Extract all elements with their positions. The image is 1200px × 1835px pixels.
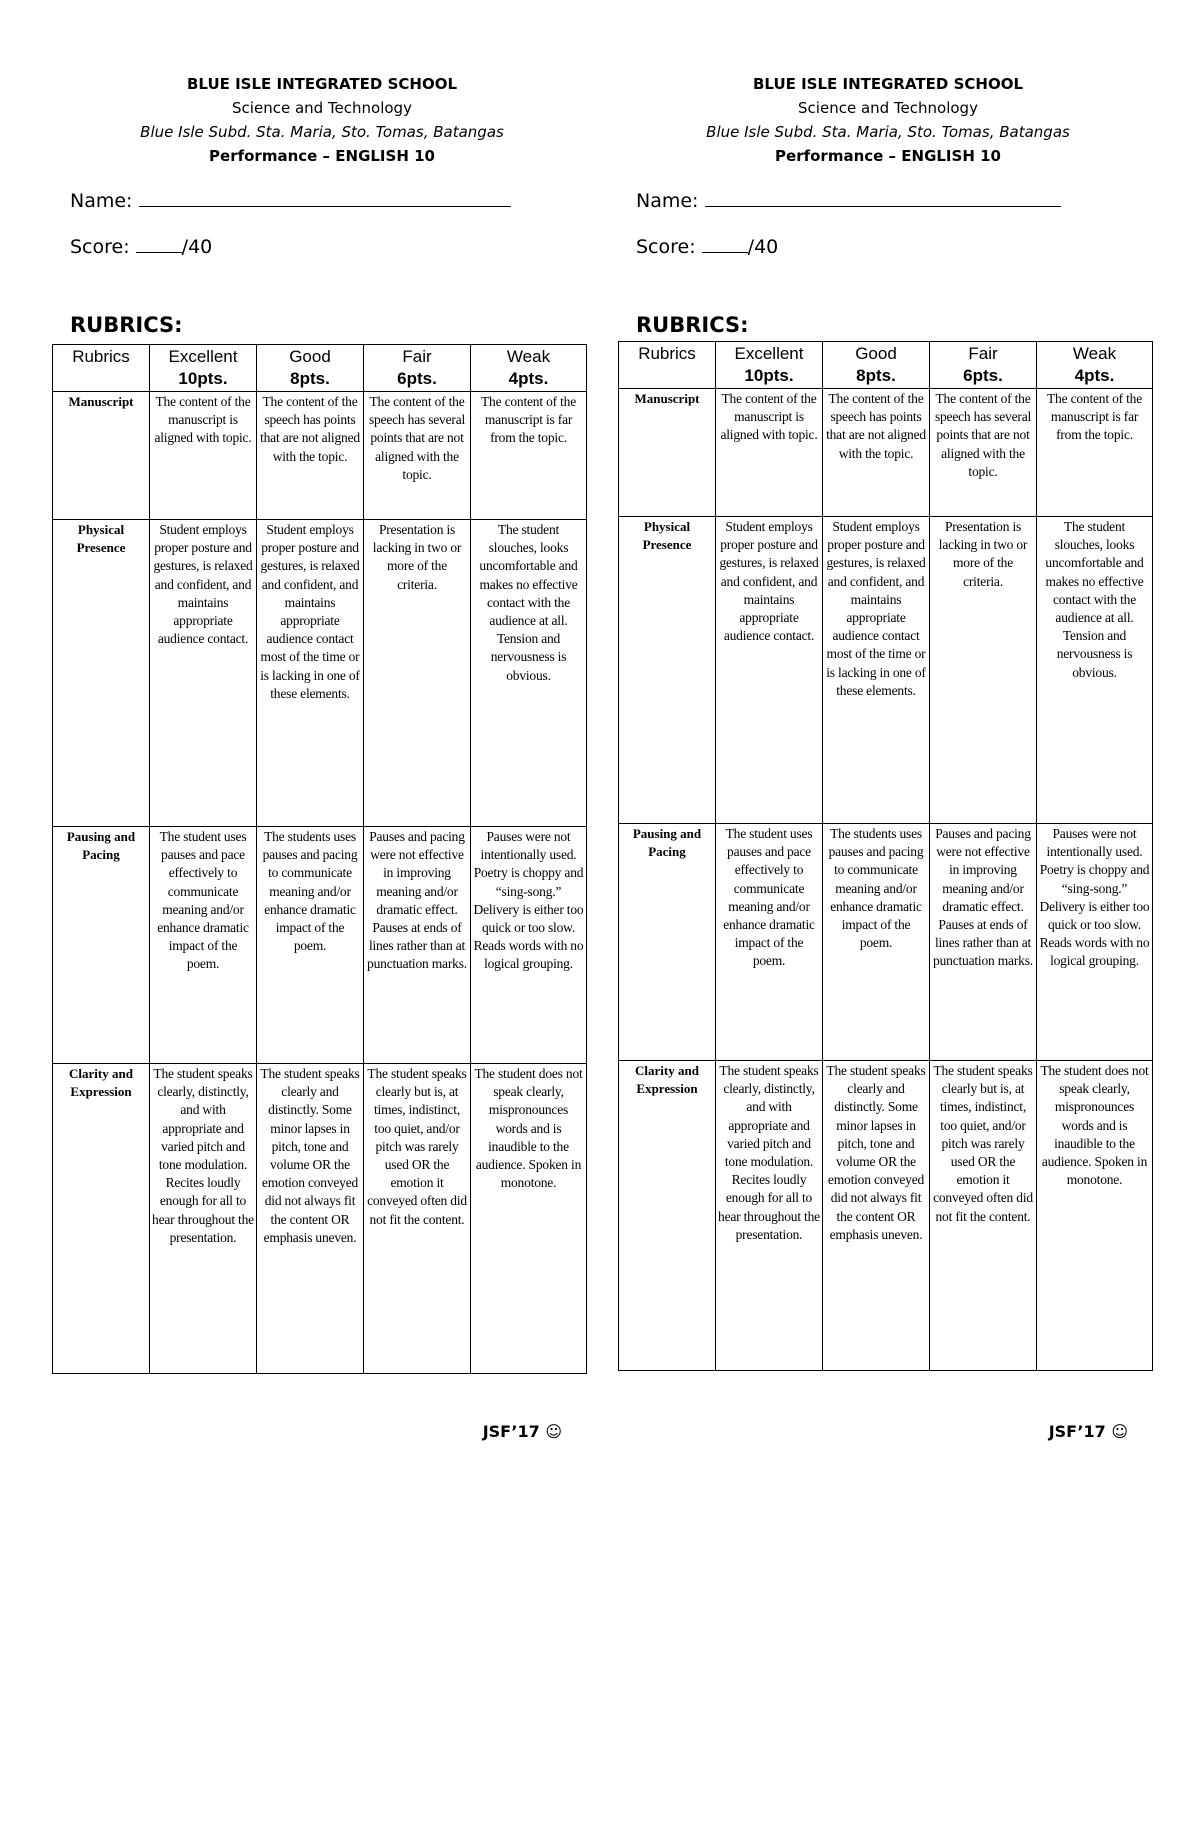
description-cell: The content of the manuscript is far from the topic. [1037,389,1153,517]
level-points: 4pts. [1074,366,1115,385]
rubric-table [618,341,1153,1371]
footer-initials: JSF’17 [1048,1422,1106,1441]
level-points: 8pts. [290,369,330,388]
table-row [53,392,587,520]
description-cell: The content of the speech has several points that are not aligned with the topic. [364,392,471,520]
corner-header [619,342,716,389]
table-row [619,389,1153,517]
name-field [636,190,1061,212]
level-points: 6pts. [963,366,1003,385]
level-label: Good [855,344,897,363]
rubrics-title: RUBRICS: [636,313,749,337]
level-header [150,345,257,392]
footer-initials: JSF’17 [482,1422,540,1441]
school-name: BLUE ISLE INTEGRATED SCHOOL [186,75,457,93]
description-cell: The student speaks clearly, distinctly, and with appropriate and varied pitch and tone modulation. Recites loudly enough for all to hear throughout the presentation. [150,1064,257,1374]
description-cell: The content of the speech has points that are not aligned with the topic. [823,389,930,517]
criterion-cell: Clarity and Expression [619,1061,716,1371]
description-cell: The content of the manuscript is aligned with topic. [150,392,257,520]
score-label: Score: [70,236,130,258]
description-cell: The content of the speech has points that are not aligned with the topic. [257,392,364,520]
level-header [716,342,823,389]
description-cell: The student speaks clearly but is, at times, indistinct, too quiet, and/or pitch was rarely used OR the emotion it conveyed often did not fit the content. [364,1064,471,1374]
level-points: 10pts. [178,369,228,388]
description-cell: Pauses were not intentionally used. Poetry is choppy and “sing-song.” Delivery is either too quick or too slow. Reads words with no logical grouping. [1037,824,1153,1061]
description-cell: Presentation is lacking in two or more of the criteria. [930,517,1037,824]
level-points: 4pts. [508,369,549,388]
description-cell: Student employs proper posture and gestures, is relaxed and confident, and maintains appropriate audience contact. [150,520,257,827]
name-label: Name: [70,190,133,212]
description-cell: Student employs proper posture and gestures, is relaxed and confident, and maintains appropriate audience contact. [716,517,823,824]
level-label: Excellent [168,347,238,366]
description-cell: The student uses pauses and pace effectively to communicate meaning and/or enhance dramatic impact of the poem. [150,827,257,1064]
level-header [364,345,471,392]
description-cell: Presentation is lacking in two or more of the criteria. [364,520,471,827]
footer-signature [618,1422,1128,1441]
description-cell: The students uses pauses and pacing to communicate meaning and/or enhance dramatic impact of the poem. [257,827,364,1064]
description-cell: The student does not speak clearly, mispronounces words and is inaudible to the audience. Spoken in monotone. [471,1064,587,1374]
footer-signature [52,1422,562,1441]
rubric-table [52,344,587,1374]
description-cell: The student uses pauses and pace effectively to communicate meaning and/or enhance dramatic impact of the poem. [716,824,823,1061]
rubrics-title: RUBRICS: [70,313,183,337]
level-label: Excellent [734,344,804,363]
criterion-cell: Physical Presence [619,517,716,824]
level-header [471,345,587,392]
table-row [619,517,1153,824]
name-label: Name: [636,190,699,212]
description-cell: Pauses and pacing were not effective in improving meaning and/or dramatic effect. Pauses at ends of lines rather than at punctuation marks. [364,827,471,1064]
score-field [70,236,212,258]
score-total: /40 [181,236,213,258]
name-field [70,190,511,212]
table-row [53,1064,587,1374]
description-cell: The content of the manuscript is far from the topic. [471,392,587,520]
level-label: Weak [506,347,551,366]
level-points: 6pts. [397,369,437,388]
score-total: /40 [747,236,779,258]
table-row [53,520,587,827]
level-header [930,342,1037,389]
level-label: Fair [968,344,998,363]
description-cell: Pauses and pacing were not effective in improving meaning and/or dramatic effect. Pauses at ends of lines rather than at punctuation marks. [930,824,1037,1061]
level-points: 8pts. [856,366,896,385]
criterion-cell: Manuscript [619,389,716,517]
corner-label: Rubrics [638,344,696,363]
level-header [823,342,930,389]
department: Science and Technology [798,99,978,117]
level-label: Good [289,347,331,366]
description-cell: Pauses were not intentionally used. Poetry is choppy and “sing-song.” Delivery is either too quick or too slow. Reads words with no logical grouping. [471,827,587,1064]
criterion-cell: Pausing and Pacing [619,824,716,1061]
level-header [1037,342,1153,389]
score-label: Score: [636,236,696,258]
level-points: 10pts. [744,366,794,385]
corner-header [53,345,150,392]
performance-title: Performance – ENGLISH 10 [209,147,435,165]
criterion-cell: Physical Presence [53,520,150,827]
description-cell: The student slouches, looks uncomfortable and makes no effective contact with the audience at all. Tension and nervousness is obvious. [1037,517,1153,824]
name-blank [139,192,511,207]
description-cell: Student employs proper posture and gestures, is relaxed and confident, and maintains appropriate audience contact most of the time or is lacking in one of these elements. [257,520,364,827]
school-address: Blue Isle Subd. Sta. Maria, Sto. Tomas, Batangas [706,123,1070,141]
score-blank [702,238,748,253]
description-cell: The student speaks clearly and distinctly. Some minor lapses in pitch, tone and volume OR the emotion conveyed did not always fit the content OR emphasis uneven. [257,1064,364,1374]
level-header [257,345,364,392]
smiley-icon: ☺ [1111,1422,1128,1441]
level-label: Fair [402,347,432,366]
table-row [619,824,1153,1061]
score-blank [136,238,182,253]
description-cell: The student speaks clearly and distinctly. Some minor lapses in pitch, tone and volume OR the emotion conveyed did not always fit the content OR emphasis uneven. [823,1061,930,1371]
score-field [636,236,778,258]
header-row [619,342,1153,389]
criterion-cell: Clarity and Expression [53,1064,150,1374]
table-row [53,827,587,1064]
level-label: Weak [1072,344,1117,363]
corner-label: Rubrics [72,347,130,366]
smiley-icon: ☺ [545,1422,562,1441]
criterion-cell: Pausing and Pacing [53,827,150,1064]
description-cell: The content of the manuscript is aligned with topic. [716,389,823,517]
school-name: BLUE ISLE INTEGRATED SCHOOL [752,75,1023,93]
criterion-cell: Manuscript [53,392,150,520]
name-blank [705,192,1061,207]
description-cell: Student employs proper posture and gestures, is relaxed and confident, and maintains appropriate audience contact most of the time or is lacking in one of these elements. [823,517,930,824]
school-address: Blue Isle Subd. Sta. Maria, Sto. Tomas, Batangas [140,123,504,141]
performance-title: Performance – ENGLISH 10 [775,147,1001,165]
header-row [53,345,587,392]
description-cell: The students uses pauses and pacing to communicate meaning and/or enhance dramatic impact of the poem. [823,824,930,1061]
department: Science and Technology [232,99,412,117]
description-cell: The student speaks clearly, distinctly, and with appropriate and varied pitch and tone modulation. Recites loudly enough for all to hear throughout the presentation. [716,1061,823,1371]
table-row [619,1061,1153,1371]
description-cell: The content of the speech has several points that are not aligned with the topic. [930,389,1037,517]
description-cell: The student speaks clearly but is, at times, indistinct, too quiet, and/or pitch was rarely used OR the emotion it conveyed often did not fit the content. [930,1061,1037,1371]
description-cell: The student does not speak clearly, mispronounces words and is inaudible to the audience. Spoken in monotone. [1037,1061,1153,1371]
description-cell: The student slouches, looks uncomfortable and makes no effective contact with the audience at all. Tension and nervousness is obvious. [471,520,587,827]
